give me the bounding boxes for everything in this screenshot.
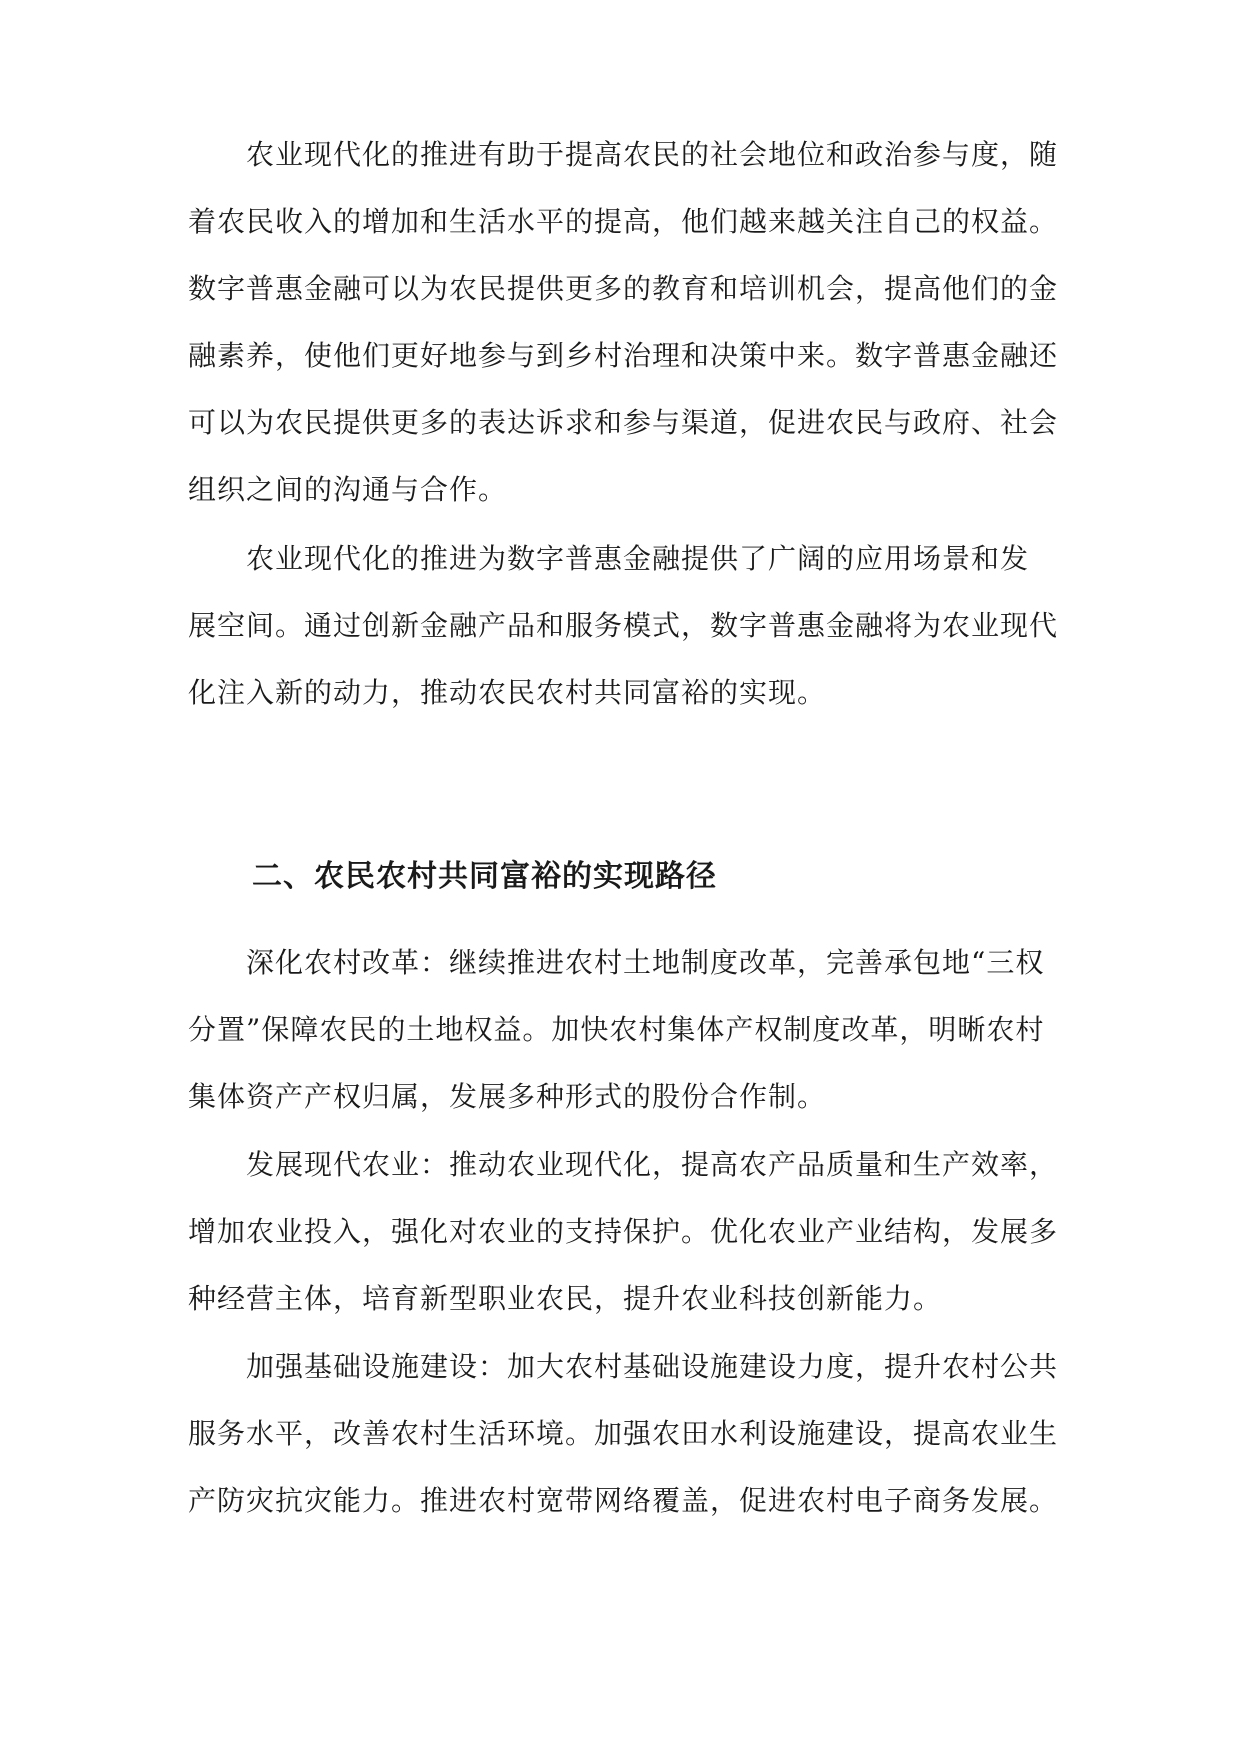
paragraph-line: 产防灾抗灾能力。推进农村宽带网络覆盖，促进农村电子商务发展。 xyxy=(188,1484,1059,1517)
paragraph-line: 加强基础设施建设：加大农村基础设施建设力度，提升农村公共 xyxy=(246,1350,1059,1383)
paragraph-line: 深化农村改革：继续推进农村土地制度改革，完善承包地“三权 xyxy=(246,946,1045,979)
paragraph-line: 着农民收入的增加和生活水平的提高，他们越来越关注自己的权益。 xyxy=(188,205,1059,238)
section-paragraph-1 xyxy=(188,929,1068,1130)
paragraph-line: 组织之间的沟通与合作。 xyxy=(188,473,508,506)
paragraph-line: 增加农业投入，强化对农业的支持保护。优化农业产业结构，发展多 xyxy=(188,1215,1059,1248)
section-heading: 二、农民农村共同富裕的实现路径 xyxy=(252,859,717,894)
paragraph-line: 种经营主体，培育新型职业农民，提升农业科技创新能力。 xyxy=(188,1282,943,1315)
paragraph-line: 农业现代化的推进有助于提高农民的社会地位和政治参与度，随 xyxy=(246,138,1059,171)
paragraph-line: 集体资产产权归属，发展多种形式的股份合作制。 xyxy=(188,1080,827,1113)
paragraph-line: 展空间。通过创新金融产品和服务模式，数字普惠金融将为农业现代 xyxy=(188,609,1059,642)
paragraph-line: 农业现代化的推进为数字普惠金融提供了广阔的应用场景和发 xyxy=(246,542,1030,575)
paragraph-line: 数字普惠金融可以为农民提供更多的教育和培训机会，提高他们的金 xyxy=(188,272,1059,305)
paragraph-1 xyxy=(188,121,1068,523)
paragraph-line: 服务水平，改善农村生活环境。加强农田水利设施建设，提高农业生 xyxy=(188,1417,1059,1450)
paragraph-line: 化注入新的动力，推动农民农村共同富裕的实现。 xyxy=(188,676,827,709)
section-paragraph-3 xyxy=(188,1333,1068,1534)
paragraph-line: 分置”保障农民的土地权益。加快农村集体产权制度改革，明晰农村 xyxy=(188,1013,1045,1046)
paragraph-2 xyxy=(188,525,1068,726)
paragraph-line: 发展现代农业：推动农业现代化，提高农产品质量和生产效率， xyxy=(246,1148,1059,1181)
section-paragraph-2 xyxy=(188,1131,1068,1332)
paragraph-line: 融素养，使他们更好地参与到乡村治理和决策中来。数字普惠金融还 xyxy=(188,339,1059,372)
paragraph-line: 可以为农民提供更多的表达诉求和参与渠道，促进农民与政府、社会 xyxy=(188,406,1059,439)
